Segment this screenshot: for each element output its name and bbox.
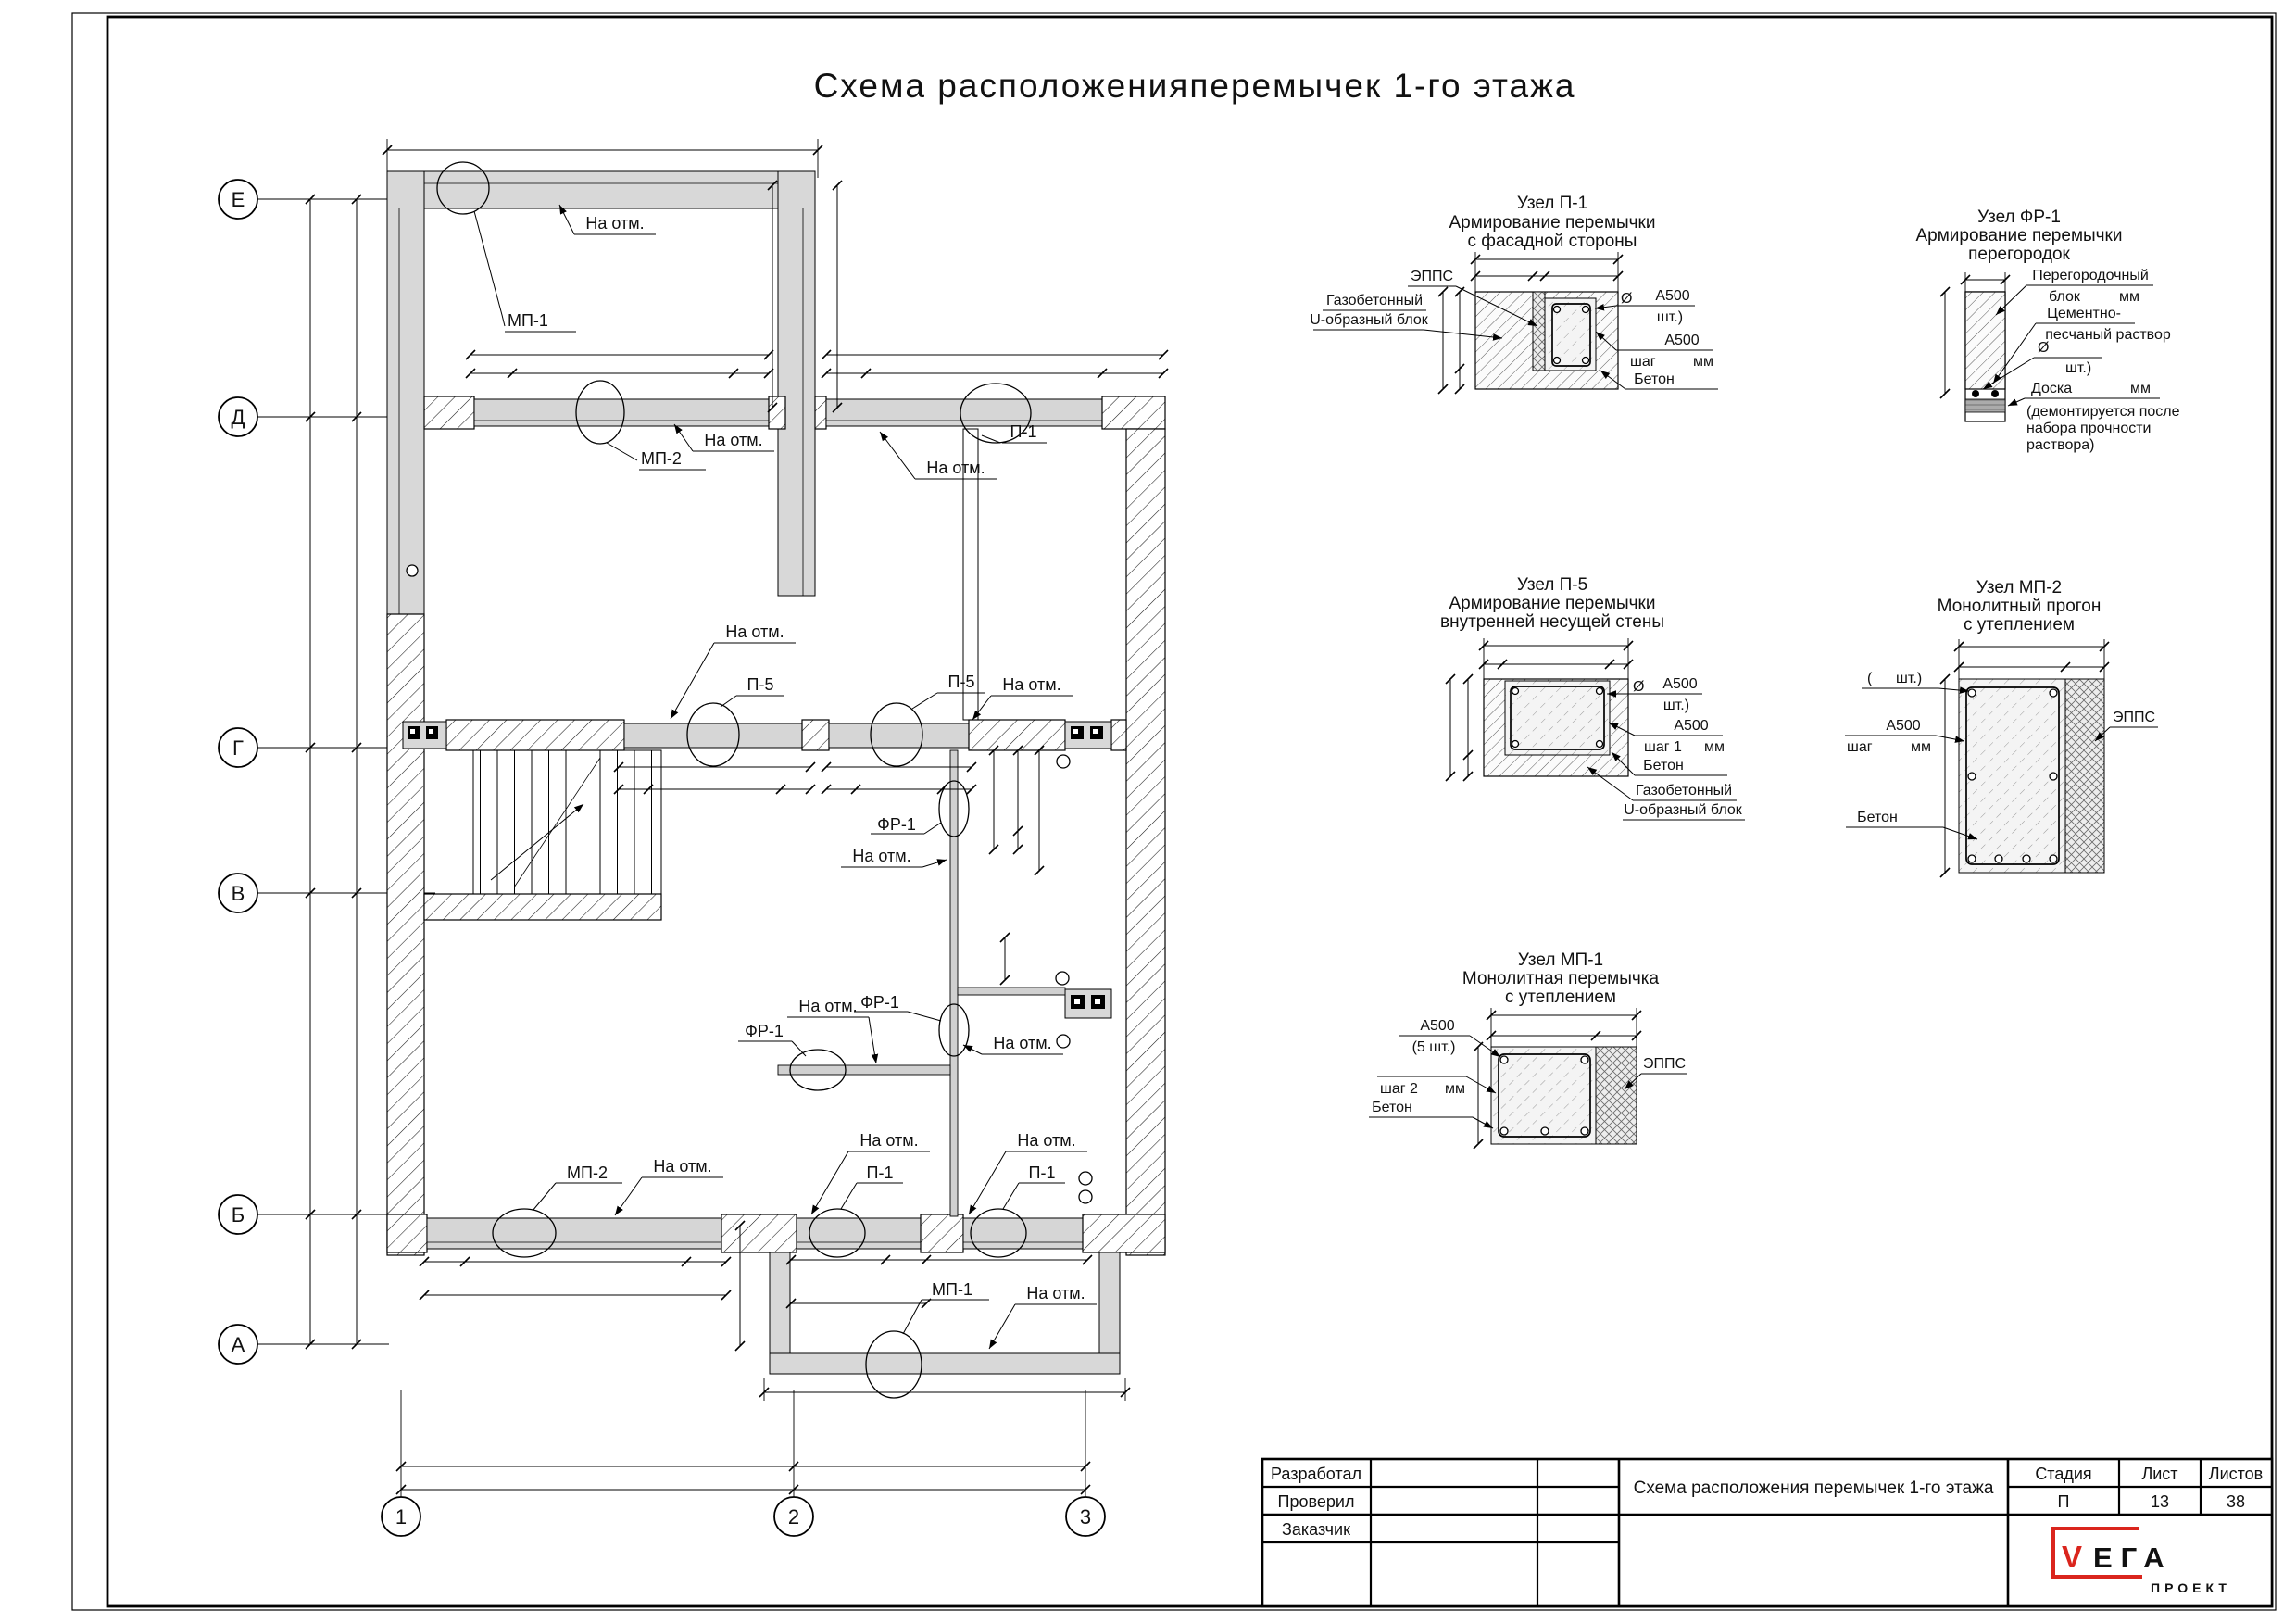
node-p1-label-epps: ЭППС bbox=[1410, 269, 1454, 284]
lintel-mp2-top bbox=[474, 399, 769, 426]
callout-label-mp1-bottom: МП-1 bbox=[932, 1280, 972, 1299]
partition-horizontal-right bbox=[958, 988, 1065, 995]
titleblock-stage-value: П bbox=[2057, 1492, 2070, 1511]
floor-plan bbox=[387, 139, 1165, 1401]
node-p1-label-mm: мм bbox=[1693, 354, 1713, 370]
node-mp2-label-shag: шаг bbox=[1847, 739, 1873, 755]
vent-block-right-mid bbox=[1056, 972, 1111, 1203]
note-level: На отм. bbox=[926, 459, 985, 477]
node-p1-label-a500: A500 bbox=[1655, 288, 1690, 304]
node-mp2-title: Узел МП-2 bbox=[1976, 578, 2063, 598]
node-p1-title: Узел П-1 bbox=[1516, 194, 1588, 213]
node-mp1-subtitle1: Монолитная перемычка bbox=[1462, 969, 1660, 988]
callout-label-fr1-lower: ФР-1 bbox=[860, 993, 899, 1012]
node-mp1-title: Узел МП-1 bbox=[1517, 950, 1604, 970]
terrace-walls bbox=[387, 171, 815, 614]
axis-label-B: Б bbox=[231, 1203, 245, 1227]
node-mp2-label-a500: A500 bbox=[1886, 718, 1921, 734]
titleblock-doc-title: Схема расположения перемычек 1-го этажа bbox=[1633, 1478, 1994, 1498]
node-p1-subtitle1: Армирование перемычки bbox=[1449, 213, 1656, 233]
note-level: На отм. bbox=[725, 623, 784, 641]
vent-block-left bbox=[403, 722, 446, 749]
callout-label-p1-bottom-right: П-1 bbox=[1028, 1164, 1056, 1182]
node-mp1 bbox=[1369, 950, 1687, 1144]
node-p5-section bbox=[1484, 679, 1628, 776]
node-p1 bbox=[1310, 194, 1718, 389]
axis-label-3: 3 bbox=[1079, 1505, 1092, 1529]
node-p5-label-sht: шт.) bbox=[1662, 698, 1690, 713]
node-mp2-subtitle1: Монолитный прогон bbox=[1937, 597, 2102, 616]
titleblock-sheets-value: 38 bbox=[2226, 1492, 2246, 1511]
callout-label-fr1-vertical: ФР-1 bbox=[877, 815, 916, 834]
node-fr1-label-note2: набора прочности bbox=[2026, 421, 2152, 436]
node-fr1-title: Узел ФР-1 bbox=[1977, 208, 2061, 227]
note-level: На отм. bbox=[653, 1157, 712, 1176]
vega-logo-sub: ПРОЕКТ bbox=[2151, 1580, 2231, 1595]
node-fr1-label-cem2: песчаный раствор bbox=[2045, 327, 2171, 343]
node-fr1-subtitle1: Армирование перемычки bbox=[1915, 226, 2123, 245]
node-fr1-label-note1: (демонтируется после bbox=[2026, 404, 2180, 420]
node-p5-label-gazo1: Газобетонный bbox=[1635, 783, 1733, 799]
axis-label-1: 1 bbox=[395, 1505, 408, 1529]
note-level: На отм. bbox=[852, 847, 911, 865]
titleblock-row-customer: Заказчик bbox=[1282, 1520, 1350, 1539]
stairwell-wall bbox=[424, 894, 661, 920]
node-p1-subtitle2: с фасадной стороны bbox=[1467, 232, 1637, 251]
node-mp1-subtitle2: с утеплением bbox=[1504, 988, 1617, 1007]
node-fr1-label-block-mm: мм bbox=[2119, 289, 2139, 305]
callout-label-mp2-bottom: МП-2 bbox=[567, 1164, 608, 1182]
note-level: На отм. bbox=[993, 1034, 1052, 1052]
node-fr1 bbox=[1916, 208, 2180, 453]
node-p5-label-a500: A500 bbox=[1662, 676, 1698, 692]
node-mp2-section bbox=[1959, 679, 2104, 873]
node-mp1-label-epps: ЭППС bbox=[1642, 1056, 1687, 1072]
callout-label-mp2-top: МП-2 bbox=[641, 449, 682, 468]
node-p5 bbox=[1440, 575, 1745, 820]
lintel-p1-bottom-left bbox=[797, 1218, 921, 1249]
node-mp1-section bbox=[1491, 1047, 1637, 1144]
node-p1-label-gazo1: Газобетонный bbox=[1325, 293, 1424, 308]
titleblock-stage-label: Стадия bbox=[2035, 1465, 2092, 1483]
node-fr1-label-doska: Доска bbox=[2031, 381, 2073, 396]
titleblock-sheet-value: 13 bbox=[2150, 1492, 2170, 1511]
axis-label-2: 2 bbox=[787, 1505, 800, 1529]
node-mp2-label-epps: ЭППС bbox=[2112, 710, 2156, 725]
node-fr1-label-block1: Перегородочный bbox=[2032, 268, 2149, 283]
node-fr1-label-sht: шт.) bbox=[2065, 360, 2092, 376]
node-p5-subtitle2: внутренней несущей стены bbox=[1439, 612, 1665, 632]
axis-label-A: А bbox=[231, 1333, 245, 1356]
vega-logo-ega: ЕГА bbox=[2093, 1541, 2173, 1574]
vega-logo-v: V bbox=[2062, 1540, 2083, 1574]
axis-label-G: Г bbox=[232, 736, 244, 760]
node-mp2-label-mm: мм bbox=[1911, 739, 1931, 755]
title-block bbox=[1262, 1459, 2272, 1606]
callout-label-p5-right: П-5 bbox=[947, 673, 975, 691]
node-p5-label-gazo2: U-образный блок bbox=[1624, 802, 1742, 818]
node-fr1-label-block2: блок bbox=[2049, 289, 2080, 305]
titleblock-sheets-label: Листов bbox=[2208, 1465, 2264, 1483]
lintel-p5-left bbox=[624, 723, 802, 748]
node-fr1-label-doska-mm: мм bbox=[2130, 381, 2151, 396]
note-level: На отм. bbox=[798, 997, 858, 1015]
axis-label-E: Е bbox=[231, 188, 245, 211]
note-level: На отм. bbox=[859, 1131, 919, 1150]
partition-horizontal bbox=[778, 1065, 950, 1075]
node-p5-label-beton: Бетон bbox=[1643, 758, 1684, 774]
note-level: На отм. bbox=[585, 214, 645, 233]
node-fr1-label-cem1: Цементно- bbox=[2047, 306, 2121, 321]
node-p1-label-gazo2: U-образный блок bbox=[1310, 312, 1428, 328]
callout-label-p5-left: П-5 bbox=[747, 675, 774, 694]
titleblock-row-developed: Разработал bbox=[1271, 1465, 1361, 1483]
titleblock-sheet-label: Лист bbox=[2141, 1465, 2178, 1483]
note-level: На отм. bbox=[1002, 675, 1061, 694]
node-p5-label-mm: мм bbox=[1704, 739, 1725, 755]
stairs bbox=[424, 750, 661, 920]
node-p5-label-a500b: A500 bbox=[1674, 718, 1709, 734]
node-mp2-label-sht: шт.) bbox=[1896, 671, 1923, 686]
titleblock-row-checked: Проверил bbox=[1277, 1492, 1355, 1511]
node-fr1-subtitle2: перегородок bbox=[1968, 245, 2070, 264]
node-mp1-label-mm: мм bbox=[1445, 1081, 1465, 1097]
page-title: Схема расположенияперемычек 1-го этажа bbox=[813, 67, 1576, 105]
wall-right bbox=[1126, 429, 1165, 1255]
node-fr1-label-note3: раствора) bbox=[2026, 437, 2095, 453]
callout-label-p1-top: П-1 bbox=[1010, 422, 1037, 441]
node-mp1-label-shag: шаг 2 bbox=[1380, 1081, 1418, 1097]
node-p5-label-dia: Ø bbox=[1633, 679, 1645, 695]
callout-label-mp1-top: МП-1 bbox=[508, 311, 548, 330]
frame-inner bbox=[107, 17, 2272, 1606]
axis-label-V: В bbox=[231, 882, 245, 905]
note-level: На отм. bbox=[704, 431, 763, 449]
lintel-mp2-bottom bbox=[427, 1218, 721, 1249]
note-level: На отм. bbox=[1017, 1131, 1076, 1150]
callout-label-p1-bottom-left: П-1 bbox=[866, 1164, 894, 1182]
node-mp1-label-a500: A500 bbox=[1420, 1018, 1455, 1034]
node-mp1-label-beton: Бетон bbox=[1372, 1100, 1412, 1115]
node-mp2-label-beton: Бетон bbox=[1857, 810, 1898, 825]
partition-vertical bbox=[950, 750, 958, 1216]
node-p1-label-shag: шаг bbox=[1630, 354, 1656, 370]
axis-label-D: Д bbox=[231, 406, 245, 429]
vent-block-right-top bbox=[1057, 722, 1111, 768]
node-p1-label-dia: Ø bbox=[1621, 291, 1633, 307]
node-p1-label-sht: шт.) bbox=[1656, 309, 1684, 325]
node-p5-label-shag: шаг 1 bbox=[1644, 739, 1682, 755]
callout-label-fr1-horizontal: ФР-1 bbox=[745, 1022, 784, 1040]
node-p5-title: Узел П-5 bbox=[1516, 575, 1588, 595]
node-mp2-label-bracket: ( bbox=[1867, 671, 1873, 686]
node-mp1-label-sht: (5 шт.) bbox=[1411, 1039, 1456, 1055]
node-p5-subtitle1: Армирование перемычки bbox=[1449, 594, 1656, 613]
node-mp2-subtitle2: с утеплением bbox=[1963, 615, 2076, 635]
node-p1-label-beton: Бетон bbox=[1634, 371, 1675, 387]
note-level: На отм. bbox=[1026, 1284, 1085, 1302]
node-p1-label-a500b: A500 bbox=[1664, 333, 1700, 348]
porch-walls bbox=[770, 1252, 1120, 1374]
lintel-p5-right bbox=[829, 723, 969, 748]
node-fr1-label-dia: Ø bbox=[2038, 340, 2050, 356]
wall-left bbox=[387, 614, 424, 1255]
node-mp2 bbox=[1845, 578, 2158, 873]
lintel-p1-top bbox=[826, 399, 1102, 426]
